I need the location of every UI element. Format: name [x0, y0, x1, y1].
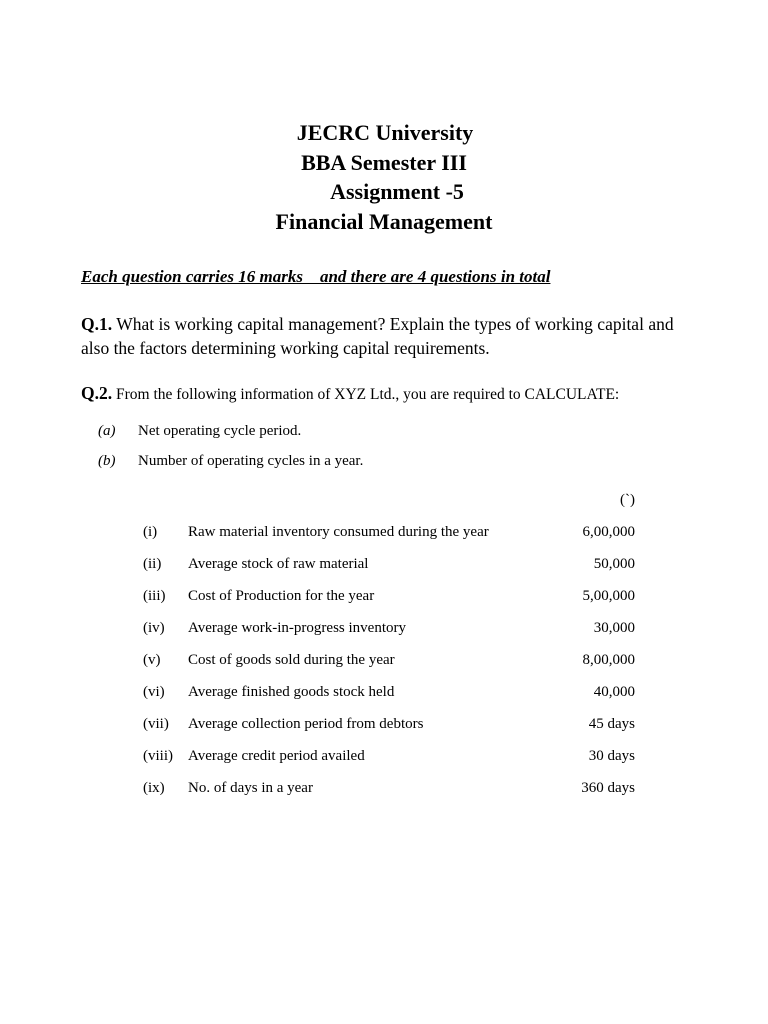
row-value: 360 days — [581, 780, 635, 796]
row-value: 45 days — [588, 716, 635, 732]
row-description: Average work-in-progress inventory — [188, 620, 406, 636]
row-number: (ii) — [143, 556, 162, 572]
row-description: Raw material inventory consumed during the year — [188, 524, 489, 540]
row-description: Average stock of raw material — [188, 556, 369, 572]
row-description: No. of days in a year — [188, 780, 313, 796]
question-1-label: Q.1. — [81, 314, 113, 334]
question-2 — [81, 383, 619, 404]
row-value: 30,000 — [593, 620, 635, 636]
document-header — [0, 118, 768, 236]
sub-question — [98, 423, 301, 440]
question-1 — [81, 313, 681, 360]
row-value: 50,000 — [593, 556, 635, 572]
question-1-text: What is working capital management? Explain the types of working capital and also the factors determining working capital requirements. — [81, 314, 674, 358]
row-number: (ix) — [143, 780, 165, 796]
assignment-title: Assignment -5 — [330, 179, 464, 204]
row-number: (iii) — [143, 588, 166, 604]
sub-question-text: Number of operating cycles in a year. — [138, 453, 364, 469]
row-description: Average finished goods stock held — [188, 684, 395, 700]
data-row — [143, 556, 635, 578]
question-2-text: From the following information of XYZ Ltd., you are required to CALCULATE: — [116, 386, 620, 403]
data-row — [143, 524, 635, 546]
marks-instruction: Each question carries 16 marks and there are 4 questions in total — [81, 267, 551, 286]
data-row — [143, 652, 635, 674]
question-2-label: Q.2. — [81, 383, 113, 403]
data-row — [143, 780, 635, 802]
row-description: Cost of goods sold during the year — [188, 652, 395, 668]
data-row — [143, 684, 635, 706]
data-row — [143, 716, 635, 738]
row-description: Average collection period from debtors — [188, 716, 424, 732]
row-number: (i) — [143, 524, 158, 540]
row-value: 30 days — [588, 748, 635, 764]
row-value: 6,00,000 — [582, 524, 635, 540]
row-description: Average credit period availed — [188, 748, 365, 764]
sub-question-text: Net operating cycle period. — [138, 423, 302, 439]
subject-name: Financial Management — [275, 208, 493, 234]
row-number: (iv) — [143, 620, 165, 636]
row-value: 5,00,000 — [582, 588, 635, 604]
program-name: BBA Semester III — [301, 149, 467, 175]
sub-question-label: (b) — [98, 453, 116, 469]
row-number: (vii) — [143, 716, 169, 732]
row-number: (viii) — [143, 748, 173, 764]
sub-question-label: (a) — [98, 423, 116, 439]
row-number: (v) — [143, 652, 161, 668]
row-value: 40,000 — [593, 684, 635, 700]
data-row — [143, 620, 635, 642]
sub-question — [98, 453, 363, 470]
data-row — [143, 748, 635, 770]
university-name: JECRC University — [296, 120, 474, 145]
data-row — [143, 588, 635, 610]
currency-header: (`) — [620, 492, 635, 508]
row-description: Cost of Production for the year — [188, 588, 375, 604]
row-value: 8,00,000 — [582, 652, 635, 668]
row-number: (vi) — [143, 684, 165, 700]
